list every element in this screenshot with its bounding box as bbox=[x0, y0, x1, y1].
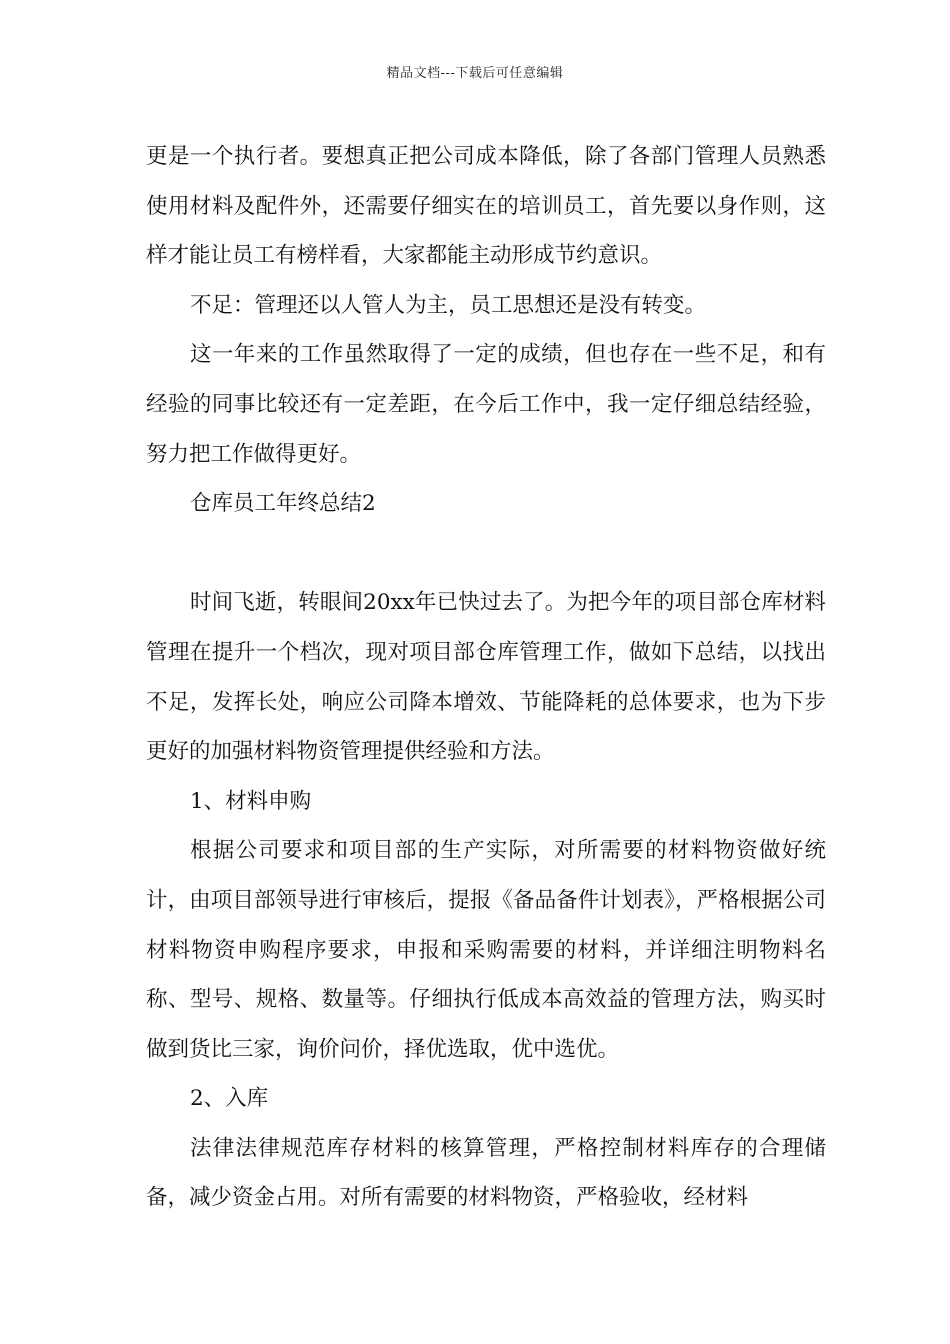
paragraph-intro: 时间飞逝，转眼间20xx年已快过去了。为把今年的项目部仓库材料管理在提升一个档次，现对项目部仓库管理工作，做如下总结，以找出不足，发挥长处，响应公司降本增效、节能降耗的总体要求，也为下步更好的加强材料物资管理提供经验和方法。 bbox=[146, 590, 826, 765]
subheading-storage: 2、入库 bbox=[190, 1086, 269, 1112]
document-body bbox=[146, 132, 826, 1223]
paragraph-shortcoming: 不足：管理还以人管人为主，员工思想还是没有转变。 bbox=[190, 292, 707, 318]
paragraph-purchase: 根据公司要求和项目部的生产实际，对所需要的材料物资做好统计，由项目部领导进行审核后，提报《备品备件计划表》，严格根据公司材料物资申购程序要求，申报和采购需要的材料，并详细注明物料名称、型号、规格、数量等。仔细执行低成本高效益的管理方法，购买时做到货比三家，询价问价，择优选取，优中选优。 bbox=[146, 838, 826, 1062]
subheading-purchase: 1、材料申购 bbox=[190, 788, 312, 814]
paragraph-continuation: 更是一个执行者。要想真正把公司成本降低，除了各部门管理人员熟悉使用材料及配件外，还需要仔细实在的培训员工，首先要以身作则，这样才能让员工有榜样看，大家都能主动形成节约意识。 bbox=[146, 144, 826, 269]
paragraph-conclusion: 这一年来的工作虽然取得了一定的成绩，但也存在一些不足，和有经验的同事比较还有一定差距，在今后工作中，我一定仔细总结经验，努力把工作做得更好。 bbox=[146, 342, 826, 467]
paragraph-storage: 法律法律规范库存材料的核算管理，严格控制材料库存的合理储备，减少资金占用。对所有需要的材料物资，严格验收，经材料 bbox=[146, 1135, 826, 1211]
page-header: 精品文档---下载后可任意编辑 bbox=[386, 66, 564, 81]
section-title: 仓库员工年终总结2 bbox=[190, 491, 376, 517]
blank-line bbox=[146, 529, 826, 579]
